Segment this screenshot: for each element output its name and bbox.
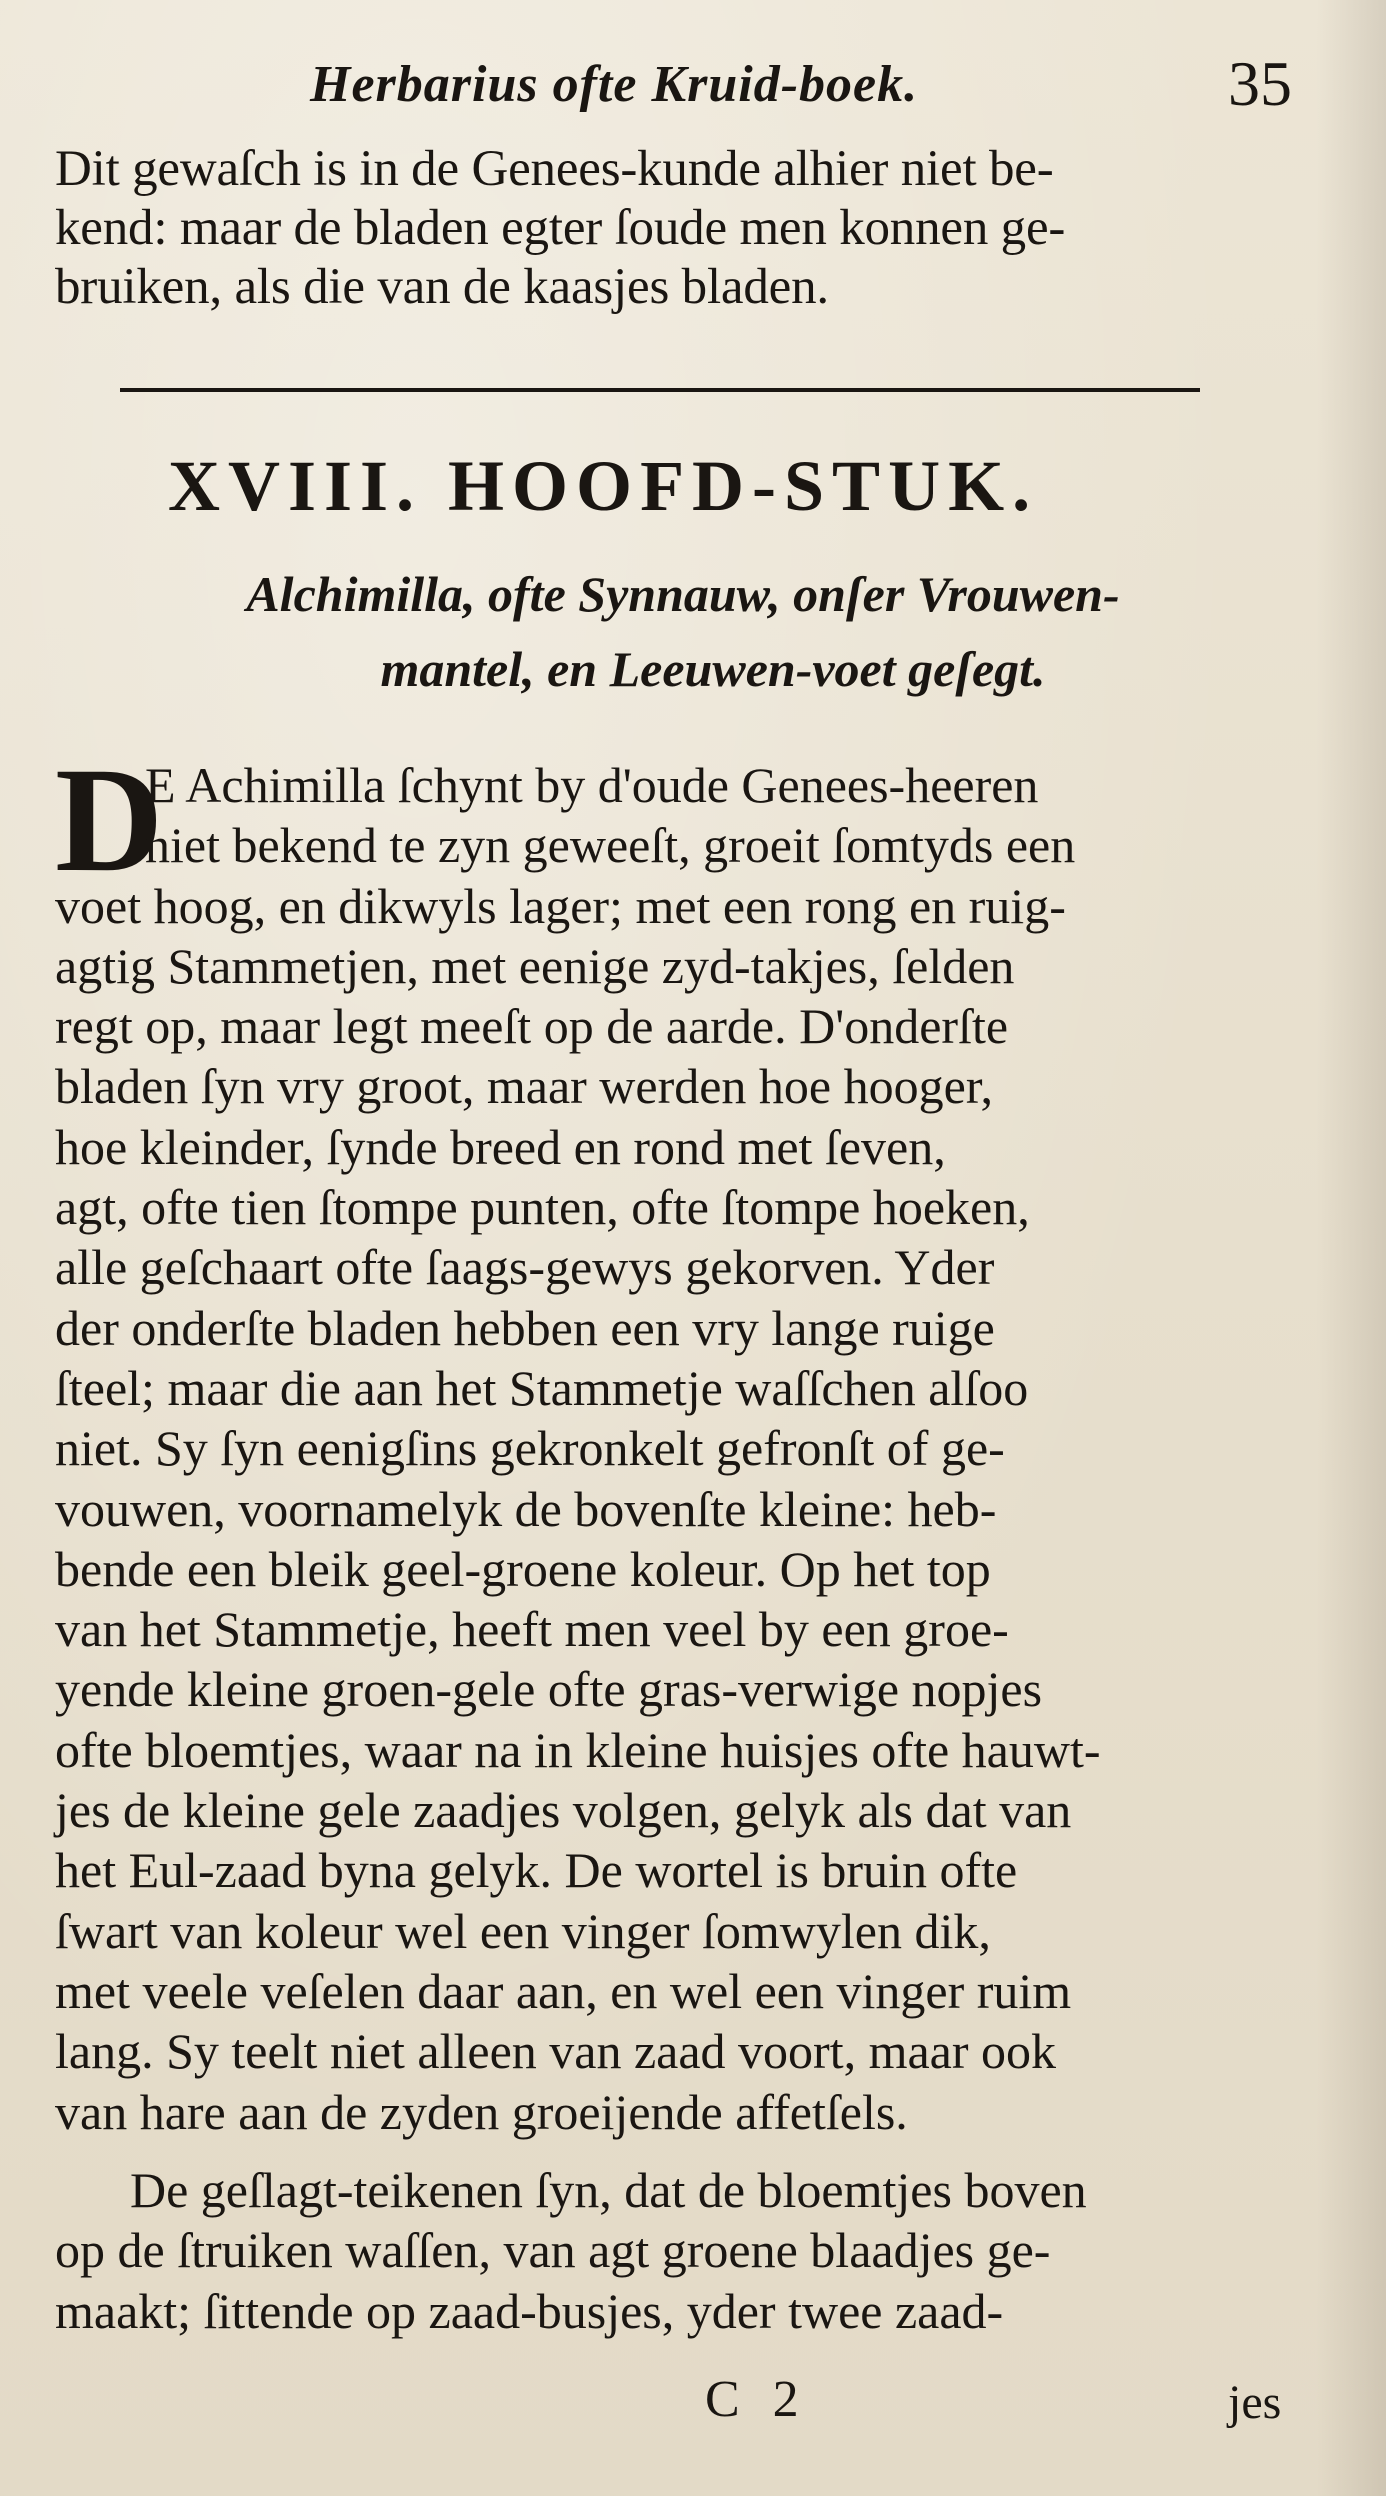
running-title: Herbarius ofte Kruid-boek. — [310, 56, 919, 113]
text-line: regt op, maar legt meeſt op de aarde. D'onderſte — [55, 998, 1009, 1055]
page-number: 35 — [1228, 48, 1292, 119]
chapter-heading: XVIII. HOOFD-STUK. — [168, 446, 1039, 526]
text-line: ſteel; maar die aan het Stammetje waſſchen alſoo — [55, 1359, 1029, 1416]
text-line: De geſlagt-teikenen ſyn, dat de bloemtjes boven — [130, 2162, 1087, 2218]
text-line: op de ſtruiken waſſen, van agt groene blaadjes ge- — [55, 2222, 1051, 2279]
chapter-subtitle-line1: Alchimilla, ofte Synnauw, onſer Vrouwen- — [246, 566, 1120, 622]
second-paragraph — [55, 2160, 1310, 2341]
text-line: jes de kleine gele zaadjes volgen, gelyk als dat van — [55, 1782, 1072, 1839]
text-line: ſwart van koleur wel een vinger ſomwylen dik, — [55, 1902, 991, 1959]
text-line: maakt; ſittende op zaad-busjes, yder twee zaad- — [55, 2282, 1004, 2339]
drop-cap: D — [55, 737, 164, 903]
section-divider — [120, 388, 1200, 392]
catchword: jes — [1228, 2376, 1282, 2429]
text-line: kend: maar de bladen egter ſoude men konnen ge- — [55, 200, 1066, 256]
text-line: Dit gewaſch is in de Genees-kunde alhier niet be- — [55, 141, 1054, 197]
text-line: hoe kleinder, ſynde breed en rond met ſeven, — [55, 1118, 946, 1175]
text-line: agtig Stammetjen, met eenige zyd-takjes, ſelden — [55, 937, 1015, 994]
text-line: E Achimilla ſchynt by d'oude Genees-heeren — [145, 757, 1039, 813]
text-line: voet hoog, en dikwyls lager; met een rong en ruig- — [55, 877, 1066, 934]
text-line: lang. Sy teelt niet alleen van zaad voort, maar ook — [55, 2023, 1057, 2080]
text-line: der onderſte bladen hebben een vry lange ruige — [55, 1299, 995, 1356]
text-line: van het Stammetje, heeft men veel by een groe- — [55, 1601, 1009, 1658]
chapter-paragraph — [55, 755, 1310, 2142]
text-line: bladen ſyn vry groot, maar werden hoe hooger, — [55, 1058, 993, 1115]
intro-paragraph — [55, 140, 1310, 317]
page-gutter-shadow — [1316, 0, 1386, 2496]
text-line: niet bekend te zyn geweeſt, groeit ſomtyds een — [145, 817, 1076, 874]
text-line: niet. Sy ſyn eenigſins gekronkelt gefronſt of ge- — [55, 1420, 1005, 1477]
text-line: het Eul-zaad byna gelyk. De wortel is bruin ofte — [55, 1842, 1018, 1899]
text-line: alle geſchaart ofte ſaags-gewys gekorven. Yder — [55, 1239, 995, 1296]
text-line: bruiken, als die van de kaasjes bladen. — [55, 259, 829, 315]
text-line: yende kleine groen-gele ofte gras-verwige nopjes — [55, 1661, 1043, 1718]
text-line: ofte bloemtjes, waar na in kleine huisjes ofte hauwt- — [55, 1721, 1101, 1778]
text-line: vouwen, voornamelyk de bovenſte kleine: heb- — [55, 1480, 997, 1537]
page-header — [0, 48, 1386, 135]
page-footer — [0, 2370, 1386, 2450]
text-line: van hare aan de zyden groeijende affetſels. — [55, 2083, 908, 2140]
signature-mark: C 2 — [705, 2371, 809, 2428]
text-line: agt, ofte tien ſtompe punten, ofte ſtompe hoeken, — [55, 1179, 1030, 1236]
text-line: bende een bleik geel-groene koleur. Op het top — [55, 1540, 991, 1597]
text-line: met veele veſelen daar aan, en wel een vinger ruim — [55, 1962, 1072, 2019]
chapter-subtitle-line2: mantel, en Leeuwen-voet geſegt. — [380, 641, 1046, 697]
